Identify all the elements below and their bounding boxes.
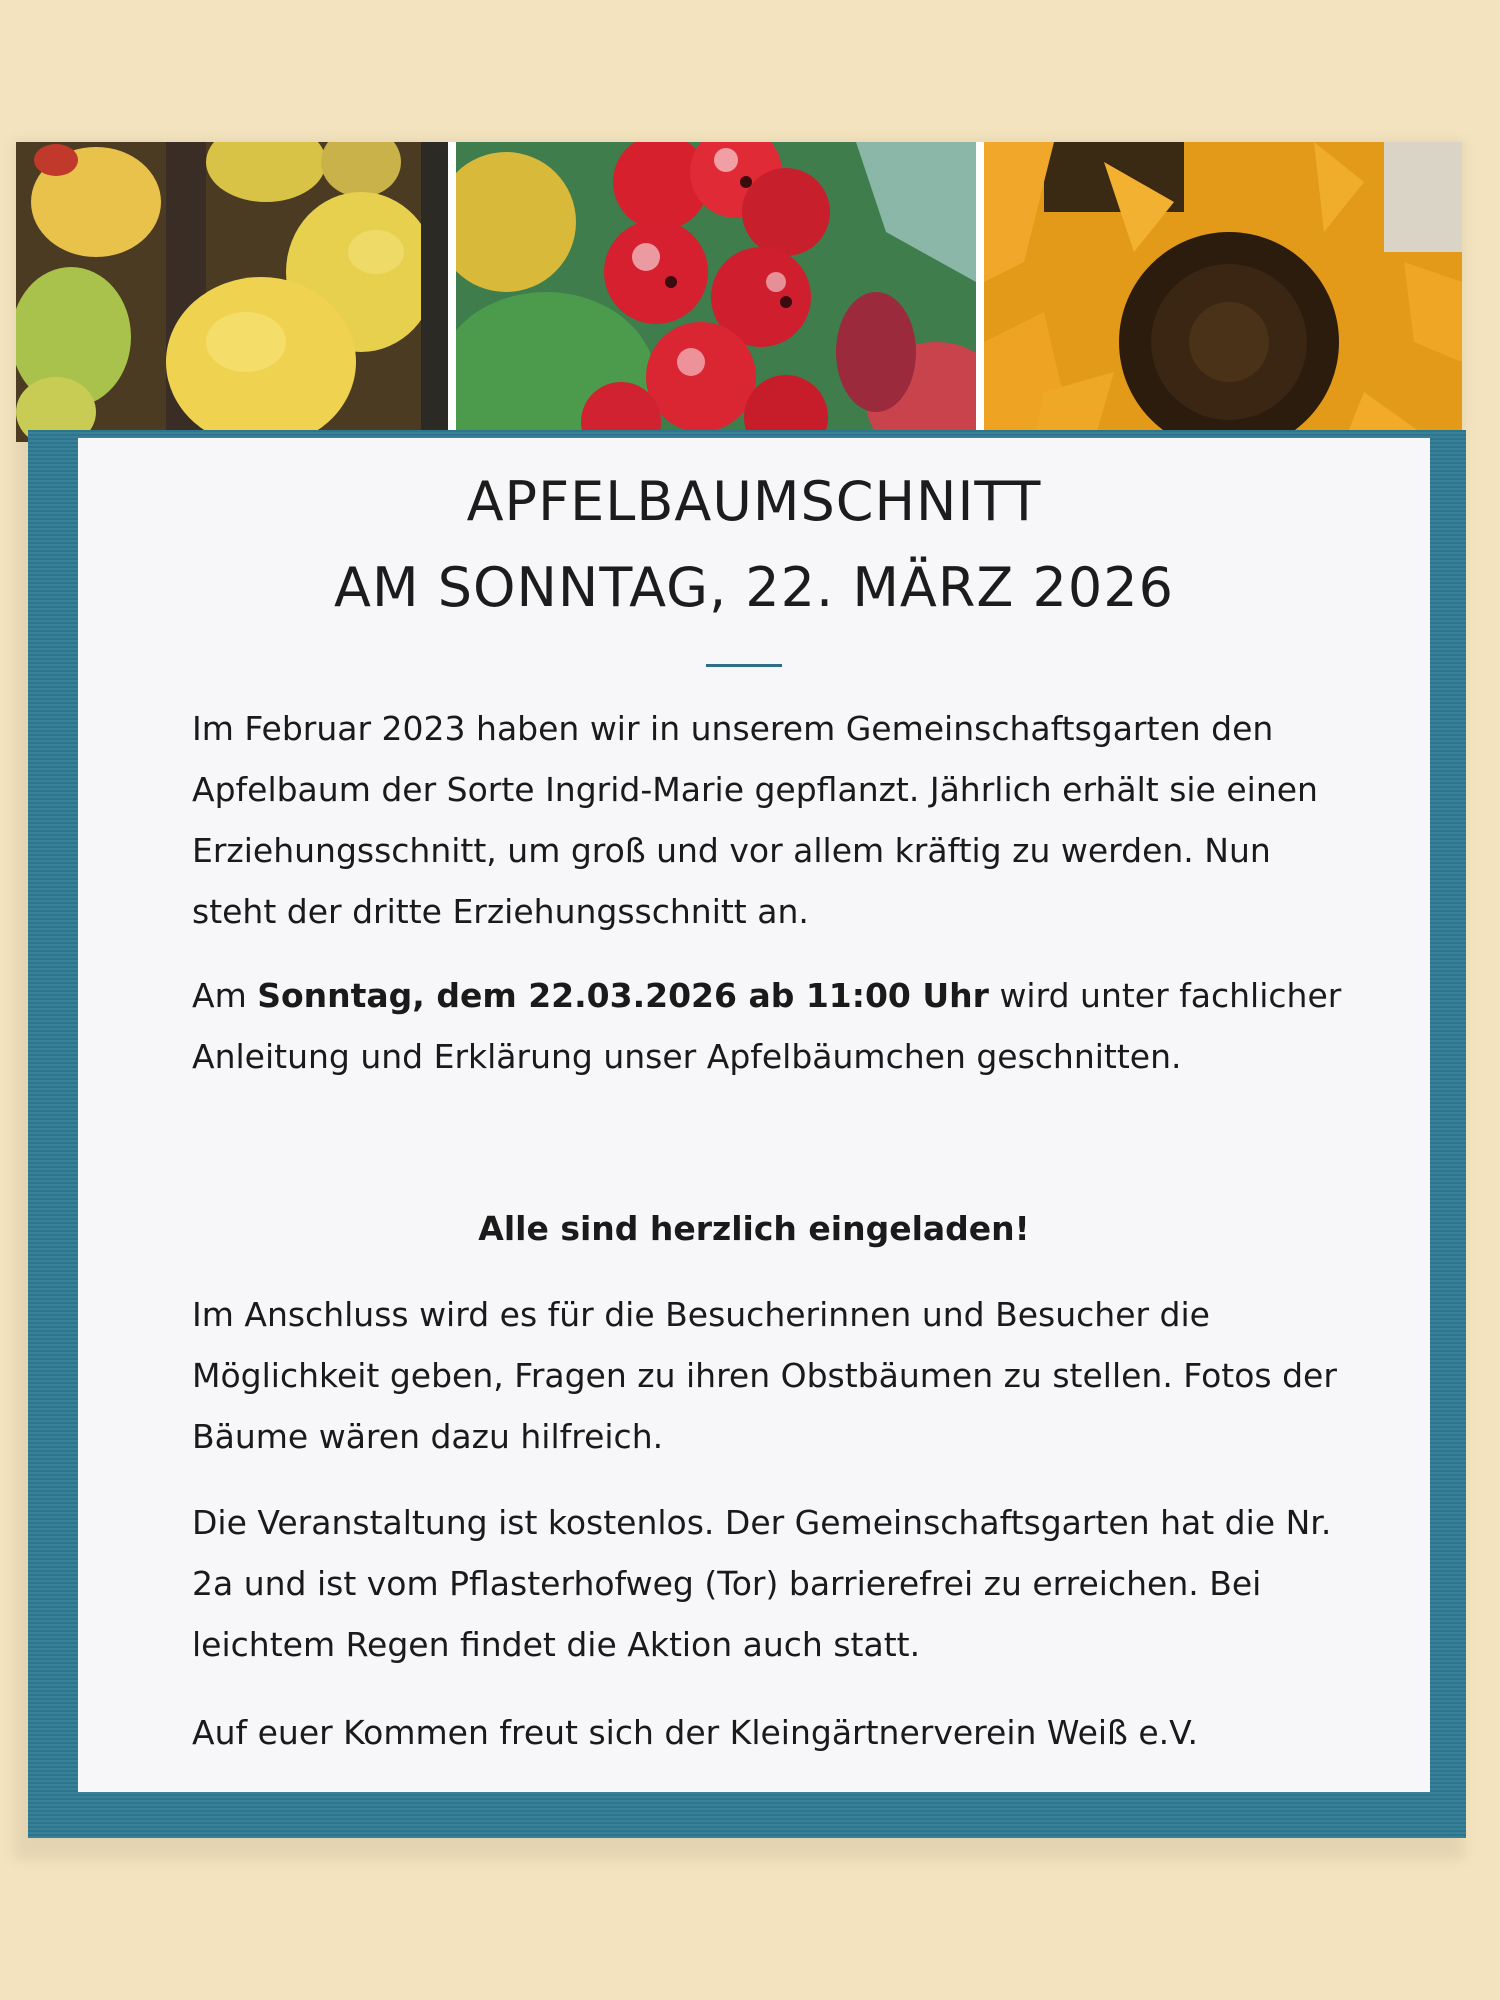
photo-strip (16, 142, 1462, 442)
event-prefix: Am (192, 976, 258, 1015)
closing-line: Auf euer Kommen freut sich der Kleingärtnerverein Weiß e.V. (192, 1713, 1198, 1752)
page-title-line-2: AM SONNTAG, 22. MÄRZ 2026 (334, 556, 1174, 619)
apples-and-pears-photo (16, 142, 448, 442)
red-currants-photo (456, 142, 976, 442)
sunflower-photo (984, 142, 1462, 442)
content-panel (78, 438, 1430, 1792)
followup-paragraph: Im Anschluss wird es für die Besucherinnen und Besucher die Möglichkeit geben, Fragen zu ihren Obstbäumen zu stellen. Fotos der Bäume wären dazu hilfreich. (192, 1295, 1337, 1456)
title-divider (706, 664, 782, 667)
event-date-time: Sonntag, dem 22.03.2026 ab 11:00 Uhr (257, 976, 989, 1015)
intro-paragraph: Im Februar 2023 haben wir in unserem Gemeinschaftsgarten den Apfelbaum der Sorte Ingrid-Marie gepflanzt. Jährlich erhält sie einen Erziehungsschnitt, um groß und vor allem kräftig zu werden. Nun steht der dritte Erziehungsschnitt an. (192, 709, 1318, 931)
event-paragraph (192, 965, 1342, 1087)
invitation-line: Alle sind herzlich eingeladen! (478, 1209, 1030, 1248)
event-suffix: wird unter fachlicher Anleitung und Erklärung unser Apfelbäumchen geschnitten. (192, 976, 1342, 1076)
details-paragraph: Die Veranstaltung ist kostenlos. Der Gemeinschaftsgarten hat die Nr. 2a und ist vom Pflasterhofweg (Tor) barrierefrei zu erreichen. Bei leichtem Regen findet die Aktion auch statt. (192, 1503, 1332, 1664)
flyer (16, 142, 1462, 1850)
page-title-line-1: APFELBAUMSCHNITT (466, 470, 1042, 533)
